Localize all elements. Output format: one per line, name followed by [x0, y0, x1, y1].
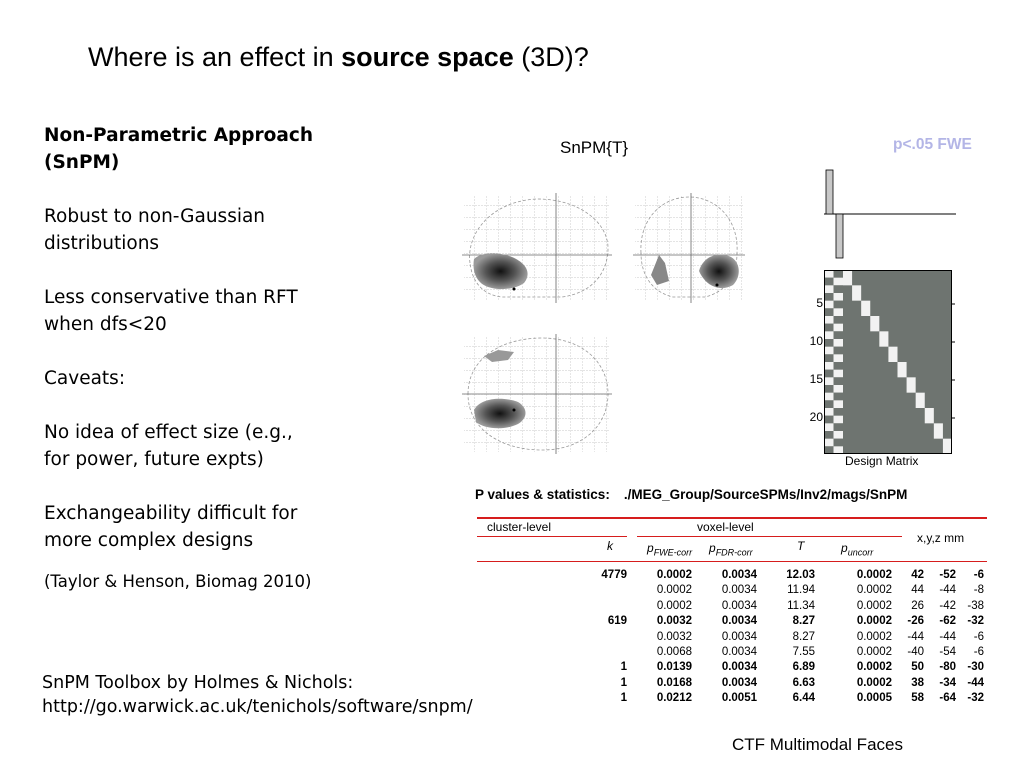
- heading-line-1: Non-Parametric Approach: [44, 125, 313, 146]
- cell-y: -34: [939, 676, 956, 689]
- cell-x: -44: [907, 630, 924, 643]
- pfwe-header: [647, 541, 692, 557]
- dm-cell: [824, 278, 834, 286]
- dm-cell: [824, 446, 834, 454]
- cell-t: 6.63: [792, 676, 815, 689]
- cell-punc: 0.0002: [856, 599, 892, 612]
- dm-cell: [916, 393, 925, 408]
- dm-cell: [834, 354, 844, 362]
- dm-cell: [861, 301, 870, 316]
- corner-label: CTF Multimodal Faces: [732, 735, 903, 754]
- heading-line-2: (SnPM): [44, 152, 120, 173]
- cell-z: -38: [967, 599, 984, 612]
- cell-pfdr: 0.0051: [721, 692, 757, 705]
- cell-y: -80: [939, 661, 956, 674]
- dm-cell: [834, 385, 844, 393]
- cell-k: 4779: [601, 569, 627, 581]
- dm-cell: [834, 324, 844, 332]
- cluster-level-header: cluster-level: [487, 520, 552, 534]
- dm-cell: [834, 285, 844, 293]
- cell-y: -64: [939, 692, 956, 705]
- cell-y: -44: [939, 630, 956, 643]
- cell-pfdr: 0.0034: [721, 569, 757, 581]
- footer-url[interactable]: http://go.warwick.ac.uk/tenichols/software/snpm/: [42, 697, 473, 717]
- stats-header: [475, 487, 907, 502]
- slide-title: [88, 42, 589, 73]
- dm-cell: [824, 431, 834, 439]
- dm-cell: [834, 347, 844, 355]
- dm-cell: [888, 347, 897, 362]
- cell-x: 58: [911, 692, 924, 705]
- point-conservative: [44, 284, 389, 338]
- dm-cell: [834, 446, 844, 454]
- cell-punc: 0.0002: [856, 630, 892, 643]
- dm-cell: [824, 423, 834, 431]
- punc-p: p: [841, 541, 848, 555]
- dm-cell: [879, 331, 888, 346]
- cell-x: -40: [907, 646, 924, 658]
- cell-t: 8.27: [792, 630, 815, 643]
- dm-cell: [824, 301, 834, 309]
- dm-cell: [824, 362, 834, 370]
- cell-x: -26: [907, 615, 924, 628]
- stats-header-path: ./MEG_Group/SourceSPMs/Inv2/mags/SnPM: [623, 487, 908, 502]
- dm-tick: 10: [809, 334, 823, 348]
- design-matrix: [824, 270, 956, 454]
- cell-z: -30: [967, 661, 984, 674]
- dm-cell: [898, 362, 907, 377]
- dm-cell: [943, 439, 952, 454]
- dm-cell: [834, 362, 844, 370]
- cell-k: 1: [620, 661, 627, 674]
- approach-heading: [44, 122, 389, 176]
- cell-y: -52: [939, 569, 956, 581]
- cell-punc: 0.0002: [856, 615, 892, 628]
- dm-cell: [824, 347, 834, 355]
- cell-x: 44: [911, 584, 924, 597]
- stats-table: [477, 517, 987, 713]
- dm-cell: [834, 393, 844, 401]
- dm-tick: 20: [809, 410, 823, 424]
- dm-cell: [834, 270, 844, 278]
- cell-pfdr: 0.0034: [721, 661, 757, 674]
- cell-punc: 0.0002: [856, 569, 892, 581]
- dm-cell: [870, 316, 879, 331]
- point-line: Caveats:: [44, 368, 126, 389]
- threshold-label: p<.05 FWE: [893, 136, 972, 153]
- point-line: when dfs<20: [44, 314, 167, 335]
- cell-pfwe: 0.0139: [656, 661, 692, 674]
- cell-pfwe: 0.0002: [656, 584, 692, 597]
- dm-cell: [834, 278, 844, 286]
- cell-y: -62: [939, 615, 956, 628]
- dm-cell: [852, 285, 861, 300]
- cell-z: -6: [973, 630, 984, 643]
- dm-cell: [824, 400, 834, 408]
- dm-cell: [824, 385, 834, 393]
- punc-sub: uncorr: [847, 547, 874, 558]
- cell-pfdr: 0.0034: [721, 630, 757, 643]
- cell-pfwe: 0.0212: [656, 692, 692, 705]
- pfdr-header: [709, 541, 753, 557]
- point-line: Less conservative than RFT: [44, 287, 298, 308]
- pfdr-sub: FDR-corr: [715, 547, 753, 558]
- cell-z: -44: [967, 676, 984, 689]
- dm-cell: [834, 431, 844, 439]
- design-matrix-background: [824, 270, 952, 454]
- dm-cell: [834, 293, 844, 301]
- dm-cell: [834, 370, 844, 378]
- dm-cell: [824, 393, 834, 401]
- cell-t: 7.55: [792, 646, 815, 658]
- coords-header: x,y,z mm: [917, 531, 965, 545]
- dm-cell: [824, 285, 834, 293]
- cell-pfdr: 0.0034: [721, 615, 757, 628]
- dm-cell: [834, 400, 844, 408]
- cell-y: -42: [939, 599, 956, 612]
- dm-cell: [824, 331, 834, 339]
- dm-cell: [834, 408, 844, 416]
- k-header: k: [607, 539, 613, 553]
- dm-cell: [824, 339, 834, 347]
- stats-header-label: P values & statistics:: [475, 487, 610, 502]
- cell-k: 1: [620, 676, 627, 689]
- cell-k: 619: [607, 615, 627, 628]
- cell-x: 26: [911, 599, 924, 612]
- cell-t: 11.34: [787, 599, 815, 612]
- title-post: (3D)?: [513, 42, 589, 72]
- cell-punc: 0.0005: [856, 692, 892, 705]
- dm-cell: [834, 423, 844, 431]
- pfwe-sub: FWE-corr: [653, 547, 693, 558]
- dm-cell: [824, 293, 834, 301]
- cell-pfwe: 0.0032: [656, 615, 692, 628]
- cell-punc: 0.0002: [856, 584, 892, 597]
- dm-cell: [834, 416, 844, 424]
- point-caveats: [44, 365, 389, 392]
- dm-cell: [824, 324, 834, 332]
- dm-cell: [925, 408, 934, 423]
- point-robust: [44, 203, 389, 257]
- cell-pfwe: 0.0068: [656, 646, 692, 658]
- cell-t: 6.44: [792, 692, 815, 705]
- footer: [42, 671, 473, 719]
- cell-k: 1: [620, 692, 627, 705]
- cell-z: -8: [973, 584, 984, 597]
- design-matrix-label: Design Matrix: [845, 454, 919, 468]
- cell-pfdr: 0.0034: [721, 584, 757, 597]
- cell-t: 11.94: [787, 584, 815, 597]
- dm-cell: [834, 308, 844, 316]
- title-pre: Where is an effect in: [88, 42, 342, 72]
- snpm-label: SnPM{T}: [560, 138, 629, 157]
- dm-cell: [834, 439, 844, 447]
- cell-pfwe: 0.0002: [656, 569, 692, 581]
- t-header: T: [797, 539, 805, 553]
- point-line: No idea of effect size (e.g.,: [44, 422, 293, 443]
- cell-pfwe: 0.0168: [656, 676, 692, 689]
- contrast-plot: [824, 168, 958, 260]
- bullet-column: [44, 122, 389, 622]
- dm-cell: [834, 316, 844, 324]
- cell-z: -6: [973, 569, 984, 581]
- dm-cell: [934, 423, 943, 438]
- cell-punc: 0.0002: [856, 676, 892, 689]
- cell-t: 12.03: [786, 569, 815, 581]
- pfdr-p: p: [709, 541, 716, 555]
- dm-cell: [834, 301, 844, 309]
- point-line: distributions: [44, 233, 160, 254]
- dm-cell: [824, 316, 834, 324]
- glass-brain-axial: [462, 334, 612, 454]
- punc-header: [841, 541, 873, 557]
- dm-cell: [824, 377, 834, 385]
- cell-pfwe: 0.0032: [656, 630, 692, 643]
- dm-tick: 5: [816, 296, 823, 310]
- dm-cell: [834, 339, 844, 347]
- cell-y: -54: [939, 646, 956, 658]
- glass-brain-coronal: [633, 193, 745, 303]
- cell-z: -32: [967, 692, 984, 705]
- point-effect-size: [44, 419, 389, 473]
- cell-y: -44: [939, 584, 956, 597]
- point-line: Exchangeability difficult for: [44, 503, 298, 524]
- dm-cell: [824, 370, 834, 378]
- cell-t: 8.27: [792, 615, 815, 628]
- point-line: Robust to non-Gaussian: [44, 206, 266, 227]
- cell-x: 50: [911, 661, 924, 674]
- point-exchangeability: [44, 500, 389, 554]
- citation: (Taylor & Henson, Biomag 2010): [44, 572, 312, 591]
- cell-t: 6.89: [792, 661, 815, 674]
- cell-pfdr: 0.0034: [721, 676, 757, 689]
- cell-z: -6: [973, 646, 984, 658]
- dm-cell: [824, 416, 834, 424]
- glass-brain-sagittal: [462, 193, 612, 303]
- cell-punc: 0.0002: [856, 661, 892, 674]
- cell-pfdr: 0.0034: [721, 646, 757, 658]
- voxel-level-header: voxel-level: [697, 520, 754, 534]
- dm-cell: [824, 439, 834, 447]
- dm-cell: [907, 377, 916, 392]
- dm-tick: 15: [809, 372, 823, 386]
- point-line: more complex designs: [44, 530, 254, 551]
- title-bold: source space: [341, 42, 514, 72]
- dm-cell: [843, 270, 852, 285]
- cell-z: -32: [967, 615, 984, 628]
- cell-punc: 0.0002: [856, 646, 892, 658]
- cell-x: 38: [911, 676, 924, 689]
- cell-x: 42: [911, 569, 924, 581]
- cell-pfdr: 0.0034: [721, 599, 757, 612]
- dm-cell: [834, 377, 844, 385]
- pfwe-p: p: [647, 541, 654, 555]
- dm-cell: [824, 270, 834, 278]
- dm-cell: [824, 308, 834, 316]
- cell-pfwe: 0.0002: [656, 599, 692, 612]
- dm-cell: [824, 354, 834, 362]
- table-row: [477, 692, 987, 709]
- dm-cell: [834, 331, 844, 339]
- footer-credit: SnPM Toolbox by Holmes & Nichols:: [42, 673, 354, 693]
- dm-cell: [824, 408, 834, 416]
- point-line: for power, future expts): [44, 449, 264, 470]
